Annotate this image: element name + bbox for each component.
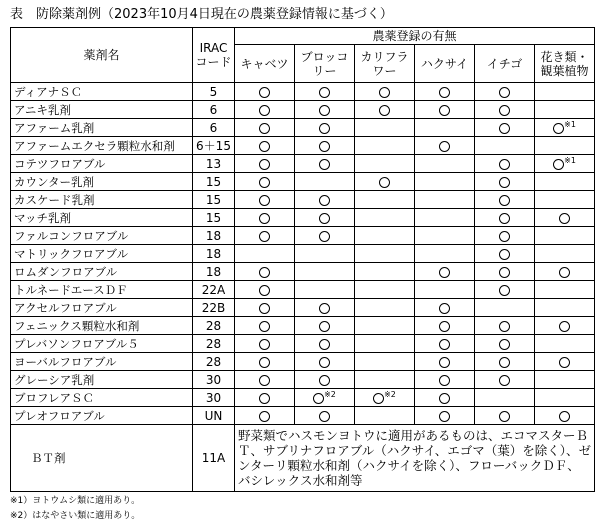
drug-name: ＢＴ剤 [11,425,193,492]
registration-cell [475,137,535,155]
pesticide-table [10,27,595,492]
registration-mark [319,157,330,171]
registration-mark [499,157,510,171]
registration-cell [295,209,355,227]
table-row-bt [11,425,595,492]
registration-cell [355,83,415,101]
registration-cell [295,191,355,209]
registration-cell [295,227,355,245]
registration-mark [319,229,330,243]
header-irac-line1: IRAC [199,41,228,55]
registration-cell [235,263,295,281]
registration-cell [295,371,355,389]
registration-mark [259,373,270,387]
registration-cell [415,371,475,389]
registration-cell [235,335,295,353]
registration-cell [355,101,415,119]
registration-cell [415,173,475,191]
table-row [11,371,595,389]
table-row [11,317,595,335]
registration-cell [235,245,295,263]
registration-mark [259,139,270,153]
registration-cell [295,389,355,407]
registration-mark [259,175,270,189]
registration-cell [535,299,595,317]
registration-cell [235,191,295,209]
table-row [11,245,595,263]
registration-mark [499,337,510,351]
table-body [11,28,595,492]
drug-name: アニキ乳剤 [11,101,193,119]
registration-cell [235,137,295,155]
registration-mark [499,373,510,387]
registration-cell [415,281,475,299]
registration-mark [259,265,270,279]
registration-cell [475,227,535,245]
registration-mark [319,193,330,207]
registration-mark: ※1 [553,157,576,171]
registration-mark [379,85,390,99]
registration-cell [235,281,295,299]
registration-cell [355,137,415,155]
registration-mark [319,355,330,369]
registration-cell [355,407,415,425]
registration-mark [499,265,510,279]
registration-cell [415,353,475,371]
registration-cell [535,137,595,155]
registration-mark [499,319,510,333]
registration-cell [235,353,295,371]
drug-name: コテツフロアブル [11,155,193,173]
table-row [11,407,595,425]
bt-note: 野菜類でハスモンヨトウに適用があるものは、エコマスターＢＴ、サブリナフロアブル（ハクサイ、エゴマ（葉）を除く）、ゼンターリ顆粒水和剤（ハクサイを除く）、フローバックＤＦ、バシレックス水和剤等 [235,425,595,492]
registration-cell [415,335,475,353]
registration-cell [535,227,595,245]
footnote-1: ※1）ヨトウムシ類に適用あり。 [10,496,141,506]
registration-cell [295,83,355,101]
registration-cell [535,263,595,281]
registration-mark [499,121,510,135]
irac-code: 18 [193,263,235,281]
registration-mark [559,265,570,279]
registration-cell [235,371,295,389]
table-row [11,299,595,317]
registration-cell [235,101,295,119]
drug-name: カスケード乳剤 [11,191,193,209]
irac-code: 18 [193,245,235,263]
drug-name: ロムダンフロアブル [11,263,193,281]
drug-name: ディアナＳＣ [11,83,193,101]
registration-mark [259,211,270,225]
registration-mark [439,85,450,99]
registration-cell [295,407,355,425]
drug-name: アクセルフロアブル [11,299,193,317]
table-row [11,101,595,119]
registration-cell [355,389,415,407]
registration-cell [355,263,415,281]
registration-cell [535,371,595,389]
registration-mark [259,301,270,315]
irac-code: 15 [193,173,235,191]
irac-code: 22A [193,281,235,299]
drug-name: プレオフロアブル [11,407,193,425]
registration-cell [295,263,355,281]
drug-name: グレーシア乳剤 [11,371,193,389]
registration-cell [475,245,535,263]
registration-cell [535,155,595,173]
registration-cell [295,299,355,317]
registration-mark [319,409,330,423]
header-irac-line2: コード [195,55,232,69]
registration-cell [235,299,295,317]
registration-cell [235,155,295,173]
registration-cell [475,389,535,407]
irac-code: 6 [193,101,235,119]
drug-name: ブロフレアＳＣ [11,389,193,407]
registration-cell [415,137,475,155]
registration-mark [559,355,570,369]
table-row [11,263,595,281]
registration-cell [415,299,475,317]
registration-mark [439,319,450,333]
registration-mark [499,193,510,207]
registration-mark [259,283,270,297]
registration-mark [439,103,450,117]
registration-cell [475,155,535,173]
registration-cell [295,101,355,119]
irac-code: 11A [193,425,235,492]
irac-code: 18 [193,227,235,245]
registration-cell [355,155,415,173]
registration-cell [415,389,475,407]
registration-mark [259,391,270,405]
irac-code: 28 [193,317,235,335]
registration-mark [319,319,330,333]
registration-cell [235,209,295,227]
registration-mark [319,121,330,135]
header-row-1 [11,28,595,45]
drug-name: トルネードエースＤＦ [11,281,193,299]
registration-cell [415,227,475,245]
registration-cell [235,407,295,425]
registration-cell [355,299,415,317]
irac-code: 28 [193,335,235,353]
registration-cell [355,119,415,137]
registration-cell [415,191,475,209]
drug-name: マッチ乳剤 [11,209,193,227]
registration-mark [259,355,270,369]
registration-cell [295,137,355,155]
registration-mark [319,103,330,117]
registration-mark [439,337,450,351]
table-row [11,209,595,227]
registration-cell [535,119,595,137]
registration-cell [475,101,535,119]
registration-cell [535,353,595,371]
irac-code: 28 [193,353,235,371]
table-row [11,353,595,371]
header-registration: 農薬登録の有無 [235,28,595,45]
registration-cell [355,227,415,245]
registration-cell [415,407,475,425]
registration-cell [295,119,355,137]
registration-mark [499,211,510,225]
drug-name: プレバソンフロアブル５ [11,335,193,353]
registration-cell [535,173,595,191]
drug-name: フェニックス顆粒水和剤 [11,317,193,335]
table-row [11,191,595,209]
registration-mark [499,355,510,369]
registration-cell [475,353,535,371]
registration-cell [475,407,535,425]
table-row [11,155,595,173]
irac-code: 30 [193,389,235,407]
header-drug-name: 薬剤名 [11,28,193,83]
registration-mark [259,85,270,99]
registration-mark [259,121,270,135]
registration-mark: ※2 [373,391,396,405]
registration-mark [499,247,510,261]
registration-mark [439,355,450,369]
irac-code: 15 [193,209,235,227]
irac-code: 5 [193,83,235,101]
header-crop-4: イチゴ [475,45,535,83]
footnote-2: ※2）はなやさい類に適用あり。 [10,511,141,521]
registration-cell [415,245,475,263]
registration-cell [235,173,295,191]
header-crop-0: キャベツ [235,45,295,83]
registration-cell [475,317,535,335]
registration-mark [379,103,390,117]
registration-mark [499,409,510,423]
registration-mark [439,391,450,405]
registration-mark [259,157,270,171]
registration-cell [235,83,295,101]
registration-cell [415,119,475,137]
registration-cell [415,155,475,173]
registration-mark [499,175,510,189]
registration-cell [415,101,475,119]
registration-cell [475,371,535,389]
registration-cell [475,299,535,317]
registration-cell [535,335,595,353]
registration-mark [559,409,570,423]
registration-mark: ※2 [313,391,336,405]
registration-mark [379,175,390,189]
drug-name: ヨーバルフロアブル [11,353,193,371]
registration-cell [535,245,595,263]
registration-cell [475,83,535,101]
registration-mark [319,85,330,99]
registration-cell [535,83,595,101]
registration-cell [475,281,535,299]
registration-cell [355,191,415,209]
drug-name: アファーム乳剤 [11,119,193,137]
irac-code: 22B [193,299,235,317]
registration-mark [499,103,510,117]
registration-mark [439,139,450,153]
registration-cell [535,209,595,227]
registration-cell [235,119,295,137]
registration-mark [319,139,330,153]
drug-name: ファルコンフロアブル [11,227,193,245]
irac-code: UN [193,407,235,425]
table-row [11,335,595,353]
drug-name: アファームエクセラ顆粒水和剤 [11,137,193,155]
table-row [11,83,595,101]
registration-cell [415,263,475,281]
registration-mark [259,229,270,243]
registration-mark [499,283,510,297]
registration-cell [535,389,595,407]
drug-name: マトリックフロアブル [11,245,193,263]
registration-mark [559,211,570,225]
registration-mark [259,103,270,117]
registration-cell [355,281,415,299]
registration-mark [499,85,510,99]
registration-cell [475,263,535,281]
registration-cell [535,317,595,335]
registration-cell [535,101,595,119]
registration-cell [535,407,595,425]
registration-cell [415,209,475,227]
registration-cell [295,173,355,191]
header-crop-3: ハクサイ [415,45,475,83]
registration-cell [535,281,595,299]
irac-code: 30 [193,371,235,389]
registration-cell [235,317,295,335]
irac-code: 15 [193,191,235,209]
registration-mark [319,211,330,225]
header-crop-2: カリフラ ワー [355,45,415,83]
registration-mark [319,337,330,351]
registration-cell [295,281,355,299]
registration-cell [235,389,295,407]
registration-cell [355,209,415,227]
irac-code: 6 [193,119,235,137]
irac-code: 13 [193,155,235,173]
registration-cell [295,353,355,371]
registration-cell [355,173,415,191]
table-row [11,119,595,137]
irac-code: 6＋15 [193,137,235,155]
registration-cell [295,155,355,173]
registration-cell [295,245,355,263]
header-crop-1: ブロッコ リー [295,45,355,83]
registration-cell [415,83,475,101]
registration-mark [499,229,510,243]
registration-mark: ※1 [553,121,576,135]
registration-cell [355,353,415,371]
registration-mark [319,301,330,315]
registration-cell [295,335,355,353]
registration-cell [235,227,295,245]
registration-cell [475,209,535,227]
registration-cell [415,317,475,335]
registration-cell [355,245,415,263]
table-row [11,173,595,191]
registration-mark [319,373,330,387]
registration-cell [355,317,415,335]
registration-mark [259,337,270,351]
registration-cell [355,371,415,389]
registration-cell [475,191,535,209]
table-row [11,137,595,155]
registration-cell [535,191,595,209]
registration-mark [439,301,450,315]
header-irac [193,28,235,83]
header-crop-5: 花き類・ 観葉植物 [535,45,595,83]
registration-mark [439,409,450,423]
registration-cell [475,335,535,353]
registration-mark [259,193,270,207]
registration-mark [439,265,450,279]
drug-name: カウンター乳剤 [11,173,193,191]
registration-mark [259,409,270,423]
registration-mark [559,319,570,333]
registration-cell [475,119,535,137]
table-row [11,227,595,245]
table-row [11,281,595,299]
registration-mark [259,319,270,333]
registration-cell [355,335,415,353]
page-title: 表 防除薬剤例（2023年10月4日現在の農薬登録情報に基づく） [10,7,393,22]
registration-cell [295,317,355,335]
registration-cell [475,173,535,191]
registration-mark [439,373,450,387]
table-row [11,389,595,407]
